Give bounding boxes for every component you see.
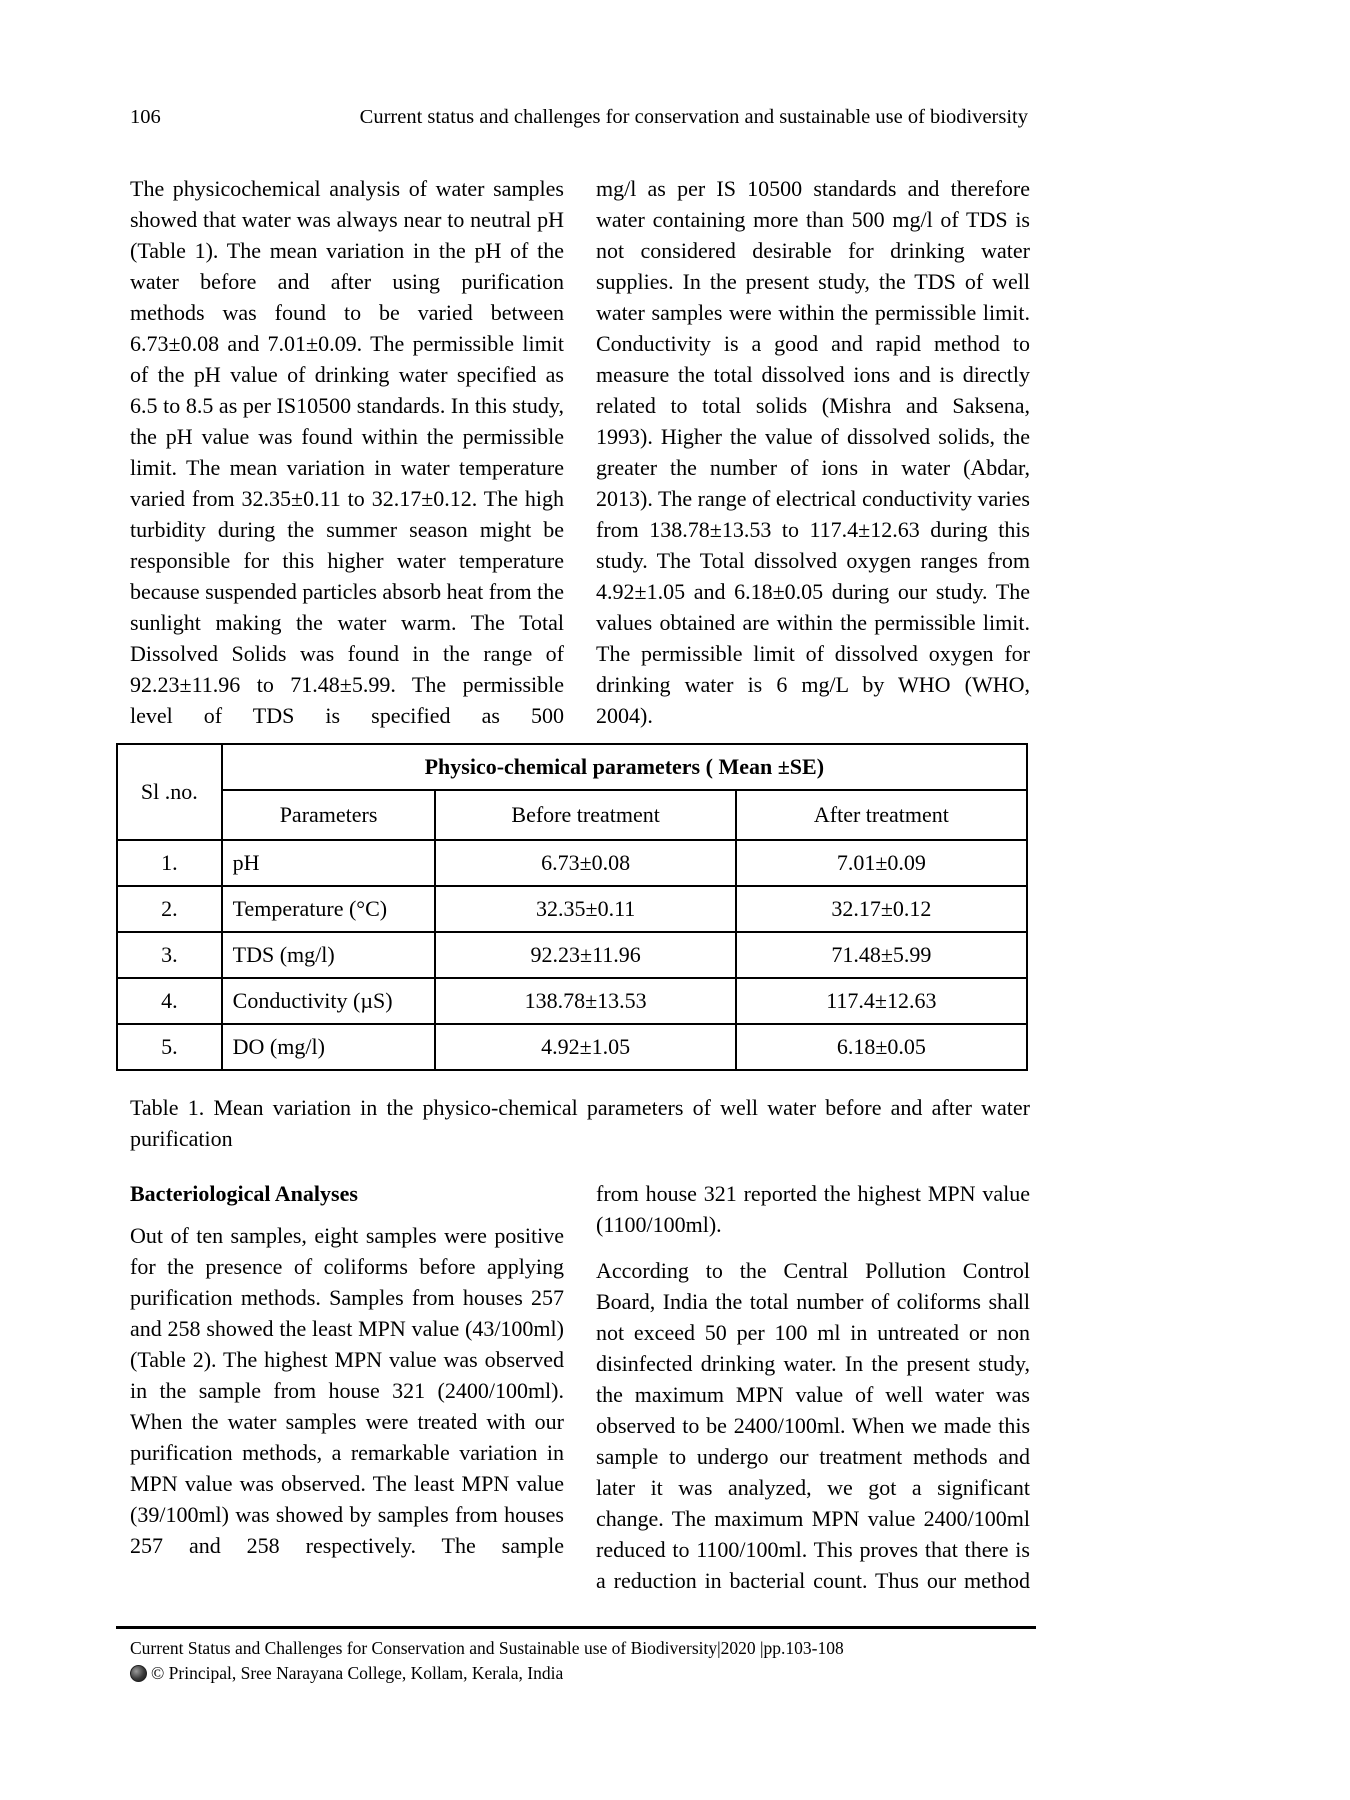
physico-chemical-discussion [130, 173, 1030, 731]
physico-chemical-table [116, 743, 1028, 1071]
paragraph: The physicochemical analysis of water samples showed that water was always near to neutral pH (Table 1). The mean variation in the pH of the water before and after using purification methods was found to be varied between 6.73±0.08 and 7.01±0.09. The permissible limit of the pH value of drinking water specified as 6.5 to 8.5 as per IS10500 standards. In this study, the pH value was found within the permissible limit. The mean variation in water temperature varied from 32.35±0.11 to 32.17±0.12. The high turbidity during the summer season might be responsible for this higher water temperature because suspended particles absorb heat from the sunlight making the water warm. The Total Dissolved Solids was found in the range of 92.23±11.96 to 71.48±5.99. The permissible level of TDS is specified as 500 [130, 176, 564, 728]
paragraph: According to the Central Pollution Control Board, India the total number of coliforms shall not exceed 50 per 100 ml in untreated or non disinfected drinking water. In the present study, the maximum MPN value of well water was observed to be 2400/100ml. When we made this sample to undergo our treatment methods and later it was analyzed, we got a significant change. The maximum MPN value 2400/100ml reduced to 1100/100ml. This proves that there is a reduction in bacterial count. Thus our method [596, 1258, 1030, 1593]
table-cell-after: 32.17±0.12 [736, 886, 1027, 932]
paragraph: mg/l as per IS 10500 standards and therefore water containing more than 500 mg/l of TDS is not considered desirable for drinking water supplies. In the present study, the TDS of well water samples were within the permissible limit. Conductivity is a good and rapid method to measure the total dissolved ions and is directly related to total solids (Mishra and Saksena, 1993). Higher the value of dissolved solids, the greater the number of ions in water (Abdar, 2013). The range of electrical conductivity varies from 138.78±13.53 to 117.4±12.63 during this study. The Total dissolved oxygen ranges from 4.92±1.05 and 6.18±0.05 during our study. The values obtained are within the permissible limit. The permissible limit of dissolved oxygen for drinking water is 6 mg/L by WHO (WHO, 2004). [596, 176, 1030, 728]
page-footer [130, 1626, 1030, 1686]
table-cell-before: 4.92±1.05 [435, 1024, 735, 1070]
table-body [117, 840, 1027, 1070]
table-cell-parameter: pH [222, 840, 436, 886]
header-cell-after: After treatment [736, 790, 1027, 840]
table-cell-slno: 4. [117, 978, 222, 1024]
table-cell-after: 71.48±5.99 [736, 932, 1027, 978]
table-cell-parameter: TDS (mg/l) [222, 932, 436, 978]
right-column [596, 1178, 1030, 1596]
table-cell-parameter: DO (mg/l) [222, 1024, 436, 1070]
page-header [130, 106, 1030, 129]
table-cell-after: 6.18±0.05 [736, 1024, 1027, 1070]
table-cell-slno: 5. [117, 1024, 222, 1070]
paragraph: from house 321 reported the highest MPN value (1100/100ml). [596, 1181, 1030, 1237]
table-cell-slno: 3. [117, 932, 222, 978]
publisher-seal-icon [130, 1665, 147, 1682]
table-cell-parameter: Conductivity (µS) [222, 978, 436, 1024]
table-row [117, 1024, 1027, 1070]
table-cell-before: 6.73±0.08 [435, 840, 735, 886]
table-cell-before: 92.23±11.96 [435, 932, 735, 978]
copyright-text: © Principal, Sree Narayana College, Kollam, Kerala, India [151, 1663, 564, 1683]
table-cell-before: 32.35±0.11 [435, 886, 735, 932]
table-caption: Table 1. Mean variation in the physico-chemical parameters of well water before and after water purification [130, 1095, 1030, 1151]
running-title: Current status and challenges for conservation and sustainable use of biodiversity [359, 106, 1028, 128]
header-cell-span: Physico-chemical parameters ( Mean ±SE) [222, 744, 1027, 790]
left-column [130, 173, 564, 731]
left-column [130, 1178, 564, 1596]
header-cell-parameters: Parameters [222, 790, 436, 840]
table-cell-after: 117.4±12.63 [736, 978, 1027, 1024]
footer-citation: Current Status and Challenges for Conservation and Sustainable use of Biodiversity|2020 |pp.103-108 [130, 1638, 844, 1658]
table-header-row-2 [117, 790, 1027, 840]
paragraph: Out of ten samples, eight samples were positive for the presence of coliforms before applying purification methods. Samples from houses 257 and 258 showed the least MPN value (43/100ml) (Table 2). The highest MPN value was observed in the sample from house 321 (2400/100ml). When the water samples were treated with our purification methods, a remarkable variation in MPN value was observed. The least MPN value (39/100ml) was showed by samples from houses 257 and 258 respectively. The sample [130, 1223, 564, 1558]
table-cell-after: 7.01±0.09 [736, 840, 1027, 886]
table-row [117, 978, 1027, 1024]
page-content [130, 106, 1030, 1686]
footer-rule [116, 1626, 1036, 1629]
header-cell-before: Before treatment [435, 790, 735, 840]
section-heading: Bacteriological Analyses [130, 1181, 358, 1206]
header-cell-slno: Sl .no. [117, 744, 222, 840]
table-cell-parameter: Temperature (°C) [222, 886, 436, 932]
bacteriological-section [130, 1178, 1030, 1596]
table-cell-slno: 2. [117, 886, 222, 932]
table-cell-before: 138.78±13.53 [435, 978, 735, 1024]
right-column [596, 173, 1030, 731]
table-row [117, 840, 1027, 886]
copyright-line [130, 1661, 1030, 1686]
table-row [117, 932, 1027, 978]
table-row [117, 886, 1027, 932]
table-cell-slno: 1. [117, 840, 222, 886]
table-header-row-1 [117, 744, 1027, 790]
page-number: 106 [130, 106, 161, 128]
